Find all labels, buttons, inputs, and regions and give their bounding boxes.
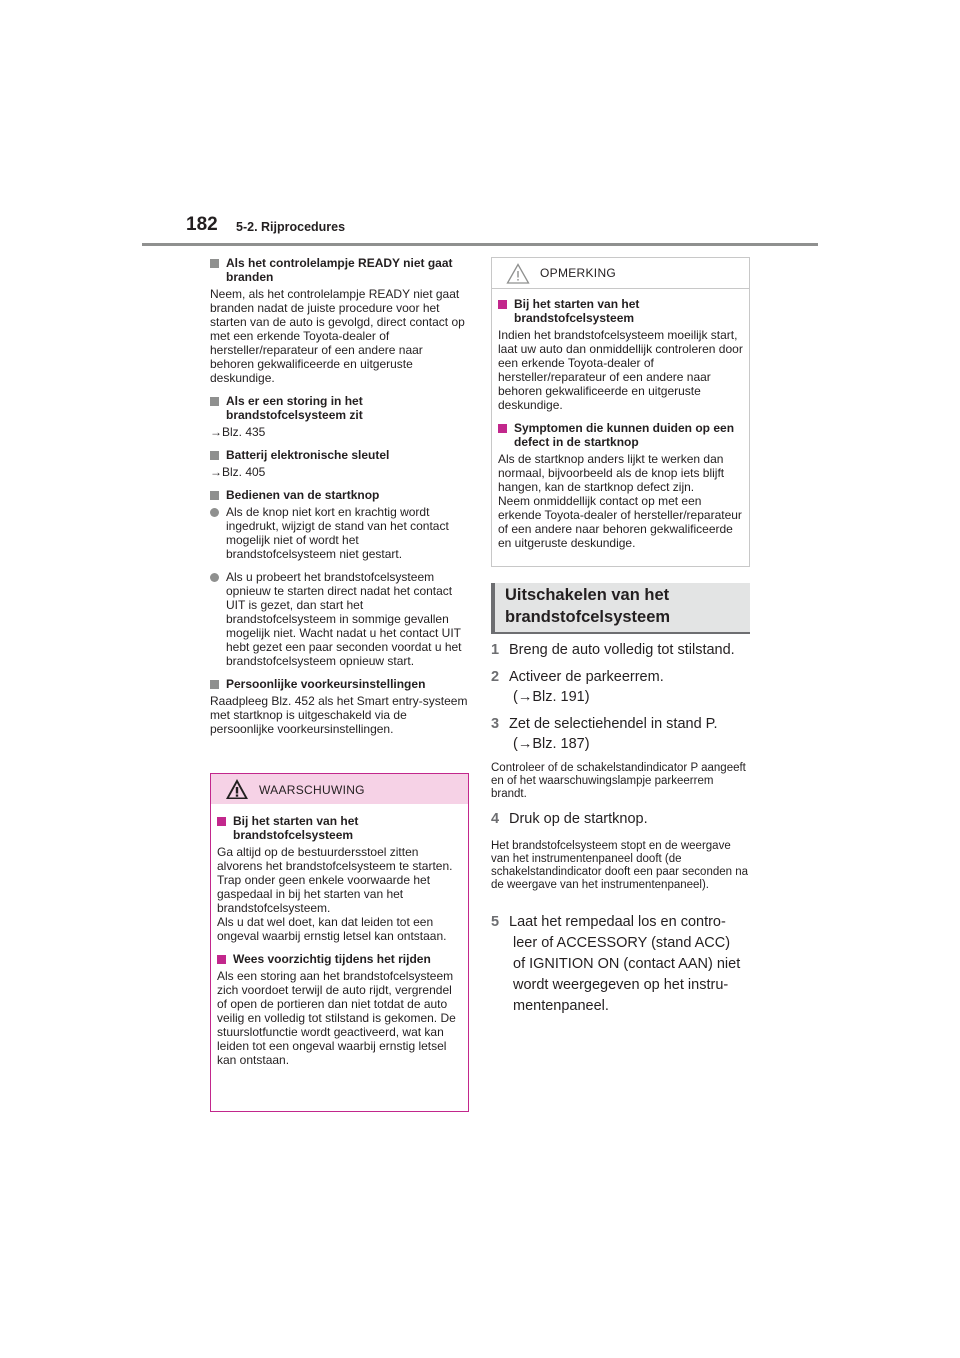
heading-fuelcell-fault: Als er een storing in het brandstofcelsysteem zit [210,394,468,422]
square-bullet-icon [210,491,219,500]
note-box [491,257,750,567]
step-5-line4: wordt weergegeven op het instru- [513,977,729,993]
step-2: 2 Activeer de parkeerrem. [491,669,664,685]
paragraph: Neem, als het controlelampje READY niet gaat branden nadat de juiste procedure voor het starten van de auto is gevolgd, direct contact op met een erkende Toyota-dealer of hersteller/reparateur of een andere naar behoren gekwalificeerde en uitgeruste deskundige. [210,287,465,385]
square-bullet-icon [210,680,219,689]
heading-preferences: Persoonlijke voorkeursinstellingen [210,677,468,691]
header-rule [142,243,818,246]
step-5-line5: mentenpaneel. [513,998,609,1014]
page-reference: →Blz. 405 [210,465,266,479]
step-5-line3: of IGNITION ON (contact AAN) niet [513,956,741,972]
paragraph: Ga altijd op de bestuurdersstoel zitten alvorens het brandstofcelsysteem te starten. Trap onder geen enkele voorwaarde het gaspedaal in bij het starten van het brandstofcelsysteem. [217,845,453,915]
section-header: 5-2. Rijprocedures [236,220,346,234]
note-label: OPMERKING [540,266,617,280]
warning-body [211,804,468,1067]
step-5: 5 Laat het rempedaal los en contro- [491,914,726,930]
note-heading-symptoms: Symptomen die kunnen duiden op een defect in de startknop [498,421,743,449]
step-5-line2: leer of ACCESSORY (stand ACC) [513,935,731,951]
square-bullet-icon [217,817,226,826]
section-title-line2: brandstofcelsysteem [505,608,671,626]
warning-box [210,773,469,1112]
note-header [492,258,749,289]
square-bullet-icon [498,424,507,433]
bullet-item: Als u probeert het brandstofcelsysteem opnieuw te starten direct nadat het contact UIT is gezet, dan start het brandstofcelsysteem in sommige gevallen mogelijk niet. Wacht nadat u het contact UIT hebt gezet een paar seconden voordat u het brandstofcelsysteem opnieuw start. [210,570,468,668]
bullet-item: Als de knop niet kort en krachtig wordt ingedrukt, wijzigt de stand van het contact mogelijk niet of wordt het brandstofcelsysteem niet gestart. [210,505,468,561]
section-title-line1: Uitschakelen van het [505,586,670,604]
warning-header [211,774,468,804]
square-bullet-icon [498,300,507,309]
circle-bullet-icon [210,508,219,517]
paragraph: Raadpleeg Blz. 452 als het Smart entry-systeem met startknop is uitgeschakeld via de persoonlijke voorkeursinstellingen. [210,694,468,736]
square-bullet-icon [210,451,219,460]
square-bullet-icon [217,955,226,964]
paragraph: Indien het brandstofcelsysteem moeilijk start, laat uw auto dan onmiddellijk controleren door een erkende Toyota-dealer of hersteller/reparateur of een andere naar behoren gekwalificeerde en uitgeruste deskundige. [498,328,743,412]
paragraph: Neem onmiddellijk contact op met een erkende Toyota-dealer of hersteller/reparateur of een andere naar behoren gekwalificeerde en uitgeruste deskundige. [498,494,742,550]
warning-heading-driving: Wees voorzichtig tijdens het rijden [217,952,462,966]
step-4-note: Het brandstofcelsysteem stopt en de weergave van het instrumentenpaneel dooft (de schakelstandindicator dooft een paar seconden na de weergave van het instrumentenpaneel). [491,840,749,891]
page-number: 182 [186,214,218,235]
paragraph: Als de startknop anders lijkt te werken dan normaal, bijvoorbeeld als de knop iets blijft hangen, kan de startknop defect zijn. [498,452,725,494]
step-4: 4 Druk op de startknop. [491,811,648,827]
step-2-ref: (→Blz. 191) [513,689,590,705]
paragraph: Als u dat wel doet, kan dat leiden tot een ongeval waarbij ernstig letsel kan ontstaan. [217,915,447,943]
section-heading [491,583,750,634]
paragraph: Als een storing aan het brandstofcelsysteem zich voordoet terwijl de auto rijdt, vergrendel of open de portieren dan niet totdat de auto veilig en volledig tot stilstand is gekomen. De stuurslotfunctie wordt geactiveerd, wat kan leiden tot een ongeval waarbij ernstig letsel kan ontstaan. [217,969,456,1067]
square-bullet-icon [210,397,219,406]
heading-ready-lamp: Als het controlelampje READY niet gaat branden [210,256,468,284]
note-body [492,289,749,550]
step-3-note: Controleer of de schakelstandindicator P aangeeft en of het waarschuwingslampje parkeerrem brandt. [491,762,746,800]
circle-bullet-icon [210,573,219,582]
left-column [210,256,468,736]
heading-key-battery: Batterij elektronische sleutel [210,448,468,462]
warning-label: WAARSCHUWING [259,783,365,797]
page-reference: →Blz. 435 [210,425,266,439]
step-3: 3 Zet de selectiehendel in stand P. [491,716,718,732]
warning-triangle-icon [225,778,249,800]
step-1: 1 Breng de auto volledig tot stilstand. [491,642,735,658]
heading-start-button: Bedienen van de startknop [210,488,468,502]
square-bullet-icon [210,259,219,268]
note-heading-start: Bij het starten van het brandstofcelsysteem [498,297,743,325]
warning-heading-start: Bij het starten van het brandstofcelsysteem [217,814,462,842]
step-3-ref: (→Blz. 187) [513,736,590,752]
caution-triangle-icon [506,263,530,284]
